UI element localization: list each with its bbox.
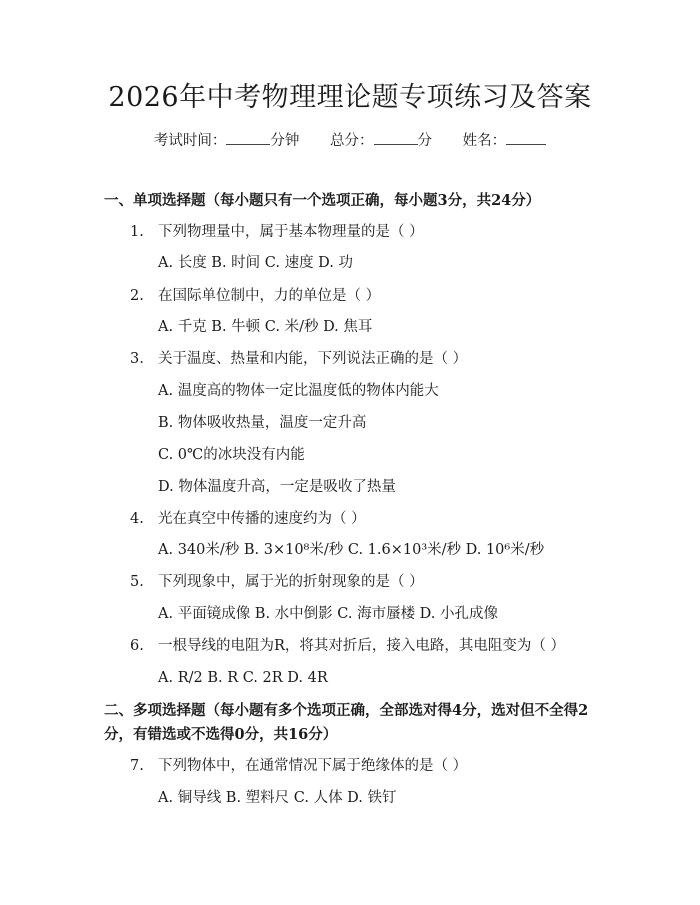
question-3-option-d: D. 物体温度升高，一定是吸收了热量 — [158, 479, 396, 495]
exam-time-label: 考试时间： — [153, 133, 227, 149]
question-4 — [130, 508, 590, 530]
total-score-blank[interactable] — [374, 128, 418, 145]
question-2 — [130, 285, 590, 307]
student-name-field — [463, 128, 547, 154]
question-3-option-a: A. 温度高的物体一定比温度低的物体内能大 — [158, 383, 439, 399]
question-text: 一根导线的电阻为R，将其对折后，接入电路，其电阻变为（ ） — [158, 638, 566, 654]
question-1 — [130, 221, 590, 243]
exam-time-unit: 分钟 — [270, 133, 300, 149]
question-2-options: A. 千克 B. 牛顿 C. 米/秒 D. 焦耳 — [158, 319, 373, 335]
question-7 — [130, 755, 590, 777]
section-heading-multiple-choice — [104, 699, 594, 747]
question-3 — [130, 348, 590, 370]
question-number: 4. — [130, 511, 144, 527]
question-number: 3. — [130, 351, 144, 367]
question-text: 下列现象中，属于光的折射现象的是（ ） — [158, 574, 424, 590]
question-number: 2. — [130, 288, 144, 304]
question-5 — [130, 571, 590, 593]
question-1-options: A. 长度 B. 时间 C. 速度 D. 功 — [158, 255, 354, 271]
question-text: 关于温度、热量和内能，下列说法正确的是（ ） — [158, 351, 468, 367]
exam-time-blank[interactable] — [226, 128, 270, 145]
section-heading-single-choice: 一、单项选择题（每小题只有一个选项正确，每小题3分，共24分） — [104, 192, 541, 209]
question-3-option-c: C. 0℃的冰块没有内能 — [158, 447, 305, 463]
student-name-label: 姓名： — [462, 133, 507, 149]
question-7-options: A. 铜导线 B. 塑料尺 C. 人体 D. 铁钉 — [158, 790, 397, 806]
question-text: 在国际单位制中，力的单位是（ ） — [158, 288, 381, 304]
question-number: 7. — [130, 758, 144, 774]
question-4-options: A. 340米/秒 B. 3×10⁸米/秒 C. 1.6×10³米/秒 D. 10⁶米/秒 — [158, 542, 545, 558]
question-number: 5. — [130, 574, 144, 590]
total-score-label: 总分： — [330, 133, 374, 149]
total-score-field — [330, 128, 432, 154]
question-3-option-b: B. 物体吸收热量，温度一定升高 — [158, 415, 367, 431]
question-6-options: A. R/2 B. R C. 2R D. 4R — [158, 670, 328, 686]
exam-time-field — [154, 128, 300, 154]
question-text: 下列物体中，在通常情况下属于绝缘体的是（ ） — [158, 758, 468, 774]
question-5-options: A. 平面镜成像 B. 水中倒影 C. 海市蜃楼 D. 小孔成像 — [158, 606, 499, 622]
page-title: 2026年中考物理理论题专项练习及答案 — [108, 82, 592, 113]
question-number: 6. — [130, 638, 144, 654]
exam-meta-line — [0, 128, 700, 154]
question-text: 下列物理量中，属于基本物理量的是（ ） — [158, 224, 424, 240]
section-heading-line-1: 二、多项选择题（每小题有多个选项正确，全部选对得4分，选对但不全得2 — [104, 702, 589, 719]
question-number: 1. — [130, 224, 144, 240]
section-heading-line-2: 分，有错选或不选得0分，共16分） — [104, 726, 338, 743]
student-name-blank[interactable] — [506, 128, 546, 145]
question-6 — [130, 635, 590, 657]
question-text: 光在真空中传播的速度约为（ ） — [158, 511, 366, 527]
total-score-unit: 分 — [417, 133, 432, 149]
